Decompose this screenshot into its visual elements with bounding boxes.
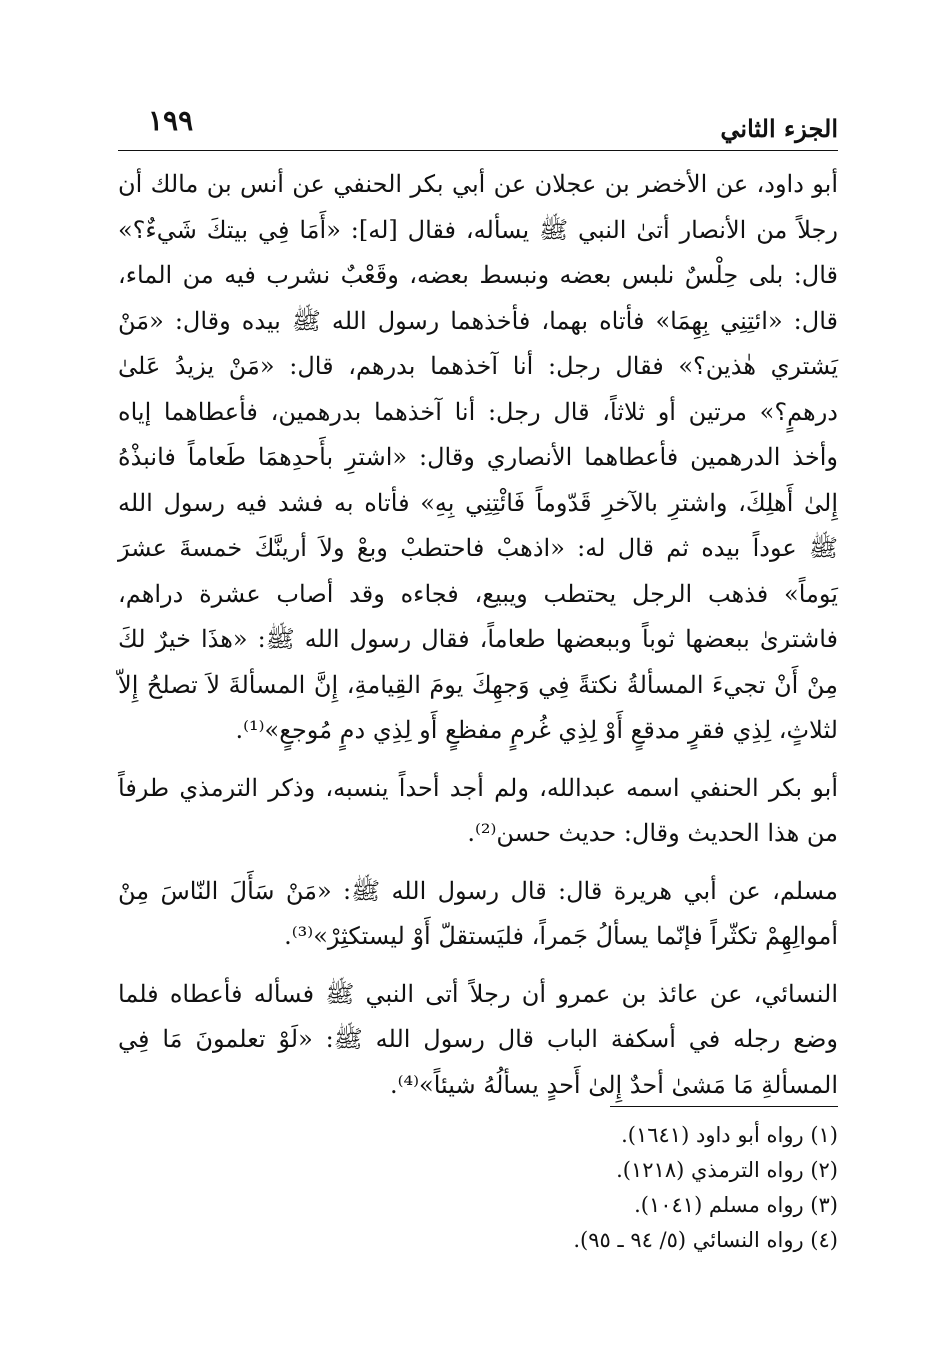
page-number: ١٩٩ [148,104,194,137]
hadith-paragraph-muslim: مسلم، عن أبي هريرة قال: قال رسول الله ﷺ: «مَنْ سَأَلَ النّاسَ مِنْ أموالِهِمْ تكثّراً فإنّما يسألُ جَمراً، فليَستقلّ أَوْ ليستكثِرْ»⁽³⁾. [118,876,838,950]
header-divider [118,150,838,151]
hadith-paragraph-abu-dawud: أبو داود، عن الأخضر بن عجلان عن أبي بكر الحنفي عن أنس بن مالك أن رجلاً من الأنصار أتىٰ النبي ﷺ يسأله، فقال [له]: «أَمَا فِي بيتكَ شَيءٌ؟» قال: بلى حِلْسٌ نلبس بعضه ونبسط بعضه، وقَعْبٌ نشرب فيه من الماء، قال: «ائتِنِي بِهِمَا» فأتاه بهما، فأخذهما رسول الله ﷺ بيده وقال: «مَنْ يَشتري هٰذين؟» فقال رجل: أنا آخذهما بدرهم، قال: «مَنْ يزيدُ عَلىٰ درهمٍ؟» مرتين أو ثلاثاً، قال رجل: أنا آخذهما بدرهمين، فأعطاهما إياه وأخذ الدرهمين فأعطاهما الأنصاري وقال: «اشترِ بأَحدِهمَا طَعاماً فانبذْهُ إِلىٰ أَهلِكَ، واشترِ بالآخرِ قَدّوماً فَائْتِنِي بِهِ» فأتاه به فشد فيه رسول الله ﷺ عوداً بيده ثم قال له: «اذهبْ فاحتطبْ وبعْ ولاَ أرينَّكَ خمسةَ عشرَ يَوماً» فذهب الرجل يحتطب ويبيع، فجاءه وقد أصاب عشرة دراهم، فاشترىٰ ببعضها ثوباً وببعضها طعاماً، فقال رسول الله ﷺ: «هذَا خيرٌ لكَ مِنْ أَنْ تجيءَ المسألةُ نكتةً فِي وَجهِكَ يومَ القِيامةِ، إِنَّ المسألةَ لاَ تصلحُ إِلاّ لثلاثٍ، لِذِي فقرٍ مدقعٍ أَوْ لِذِي غُرمٍ مفظعٍ أَو لِذِي دمٍ مُوجعٍ»⁽¹⁾. [118,170,838,744]
main-text [118,162,838,1108]
hadith-paragraph-nasai: النسائي، عن عائذ بن عمرو أن رجلاً أتى النبي ﷺ فسأله فأعطاه فلما وضع رجله في أسكفة الباب قال رسول الله ﷺ: «لَوْ تعلمونَ مَا فِي المسألةِ مَا مَشىٰ أحدٌ إِلىٰ أَحدٍ يسألُهُ شيئاً»⁽⁴⁾. [118,979,838,1099]
footnote-divider [610,1106,838,1107]
running-header [118,100,838,150]
footnotes [118,1118,838,1258]
footnote-1: (١) رواه أبو داود (١٦٤١). [621,1123,838,1147]
chapter-title: الجزء الثاني [720,114,838,143]
footnote-3: (٣) رواه مسلم (١٠٤١). [634,1193,838,1217]
footnote-4: (٤) رواه النسائي (٥/ ٩٤ ـ ٩٥). [573,1228,838,1252]
commentary-paragraph: أبو بكر الحنفي اسمه عبدالله، ولم أجد أحداً ينسبه، وذكر الترمذي طرفاً من هذا الحديث وقال: حديث حسن⁽²⁾. [118,773,838,847]
footnote-2: (٢) رواه الترمذي (١٢١٨). [616,1158,838,1182]
